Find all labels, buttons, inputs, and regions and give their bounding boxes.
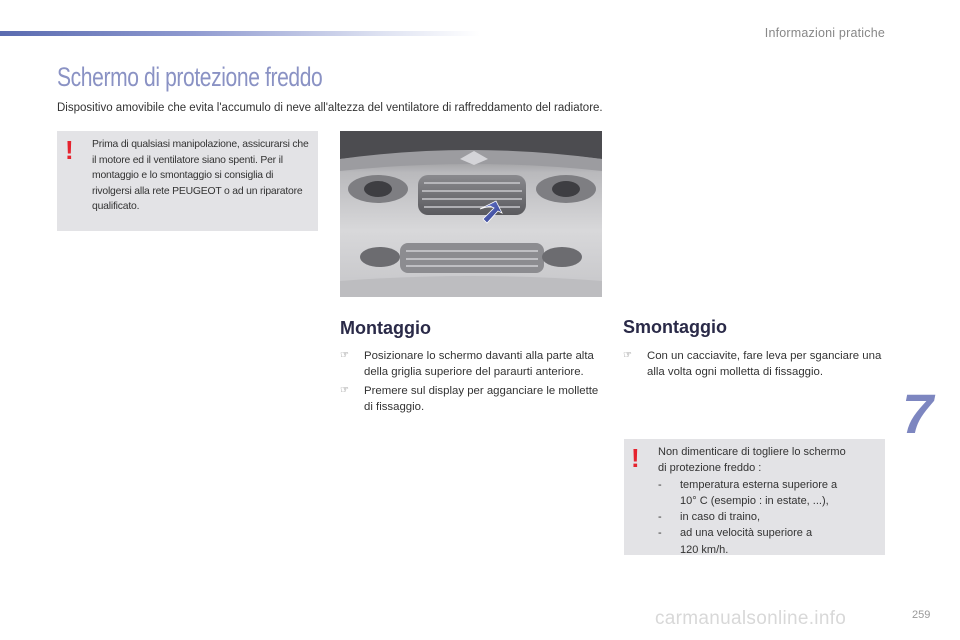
exclamation-icon: !	[65, 135, 74, 165]
car-grille-photo	[340, 131, 602, 297]
bullet-icon: ☞	[340, 350, 349, 361]
bullet-icon: ☞	[623, 350, 632, 361]
list-item: - ad una velocità superiore a	[658, 527, 813, 540]
page-title: Schermo di protezione freddo	[57, 62, 323, 92]
list-item	[340, 348, 602, 381]
warning-text: Prima di qualsiasi manipolazione, assicurarsi che il motore ed il ventilatore siano spenti. Per il montaggio e lo smontaggio si consiglia di rivolgersi alla rete PEUGEOT o ad un riparatore qualificato.	[92, 139, 309, 212]
intro-text: Dispositivo amovibile che evita l'accumulo di neve all'altezza del ventilatore di raffreddamento del radiatore.	[57, 102, 603, 114]
montaggio-heading: Montaggio	[340, 318, 431, 338]
list-item: - temperatura esterna superiore a	[658, 478, 838, 491]
step-text: Posizionare lo schermo davanti alla parte alta della griglia superiore del paraurti anteriore.	[364, 350, 594, 379]
section-header: Informazioni pratiche	[764, 26, 885, 40]
montaggio-steps	[340, 348, 602, 418]
exclamation-icon: !	[631, 443, 640, 473]
warning-box-bottom	[624, 439, 885, 555]
warning-text: Non dimenticare di togliere lo schermo di protezione freddo : - temperatura esterna superiore a 10° C (esempio : in estate, ...), - in caso di traino, - ad una velocità superiore a 120 km/h.	[658, 444, 880, 558]
watermark: carmanualsonline.info	[655, 608, 847, 629]
smontaggio-heading: Smontaggio	[623, 317, 727, 337]
step-text: Premere sul display per agganciare le mollette di fissaggio.	[364, 384, 599, 414]
smontaggio-steps	[623, 348, 885, 383]
list-item: - in caso di traino,	[658, 511, 761, 524]
list-item	[623, 348, 885, 381]
header-accent-bar	[0, 31, 480, 36]
step-text: Con un cacciavite, fare leva per sganciare una alla volta ogni molletta di fissaggio.	[647, 350, 882, 379]
list-item	[340, 383, 602, 416]
bullet-icon: ☞	[340, 384, 349, 396]
chapter-number: 7	[902, 382, 934, 445]
warning-box-top	[57, 131, 318, 231]
page-number: 259	[912, 609, 931, 621]
